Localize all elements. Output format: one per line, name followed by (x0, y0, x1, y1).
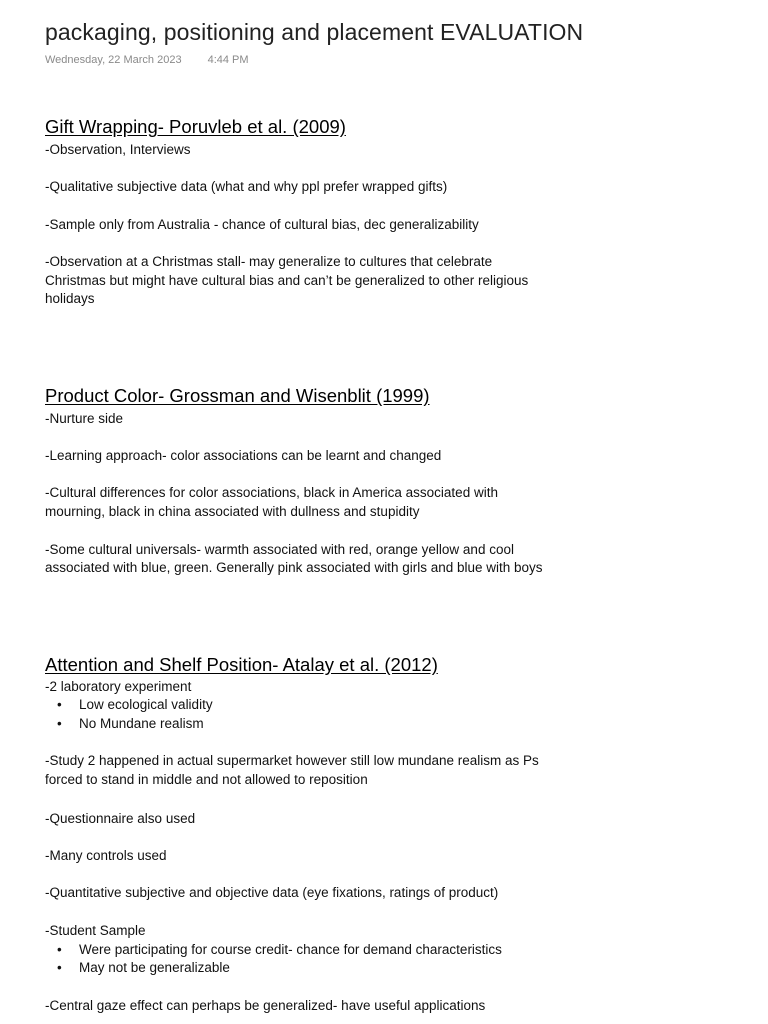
note-line: forced to stand in middle and not allowed to reposition (45, 772, 368, 787)
bullet-text: Low ecological validity (79, 697, 213, 712)
note-line: -Questionnaire also used (45, 811, 196, 826)
note-line: -Observation at a Christmas stall- may generalize to cultures that celebrate (45, 254, 493, 269)
note-line: holidays (45, 291, 95, 306)
note-line: -Learning approach- color associations can be learnt and changed (45, 448, 442, 463)
bullet-item (57, 959, 230, 978)
note-line: -Qualitative subjective data (what and why ppl prefer wrapped gifts) (45, 179, 448, 194)
note-line: associated with blue, green. Generally pink associated with girls and blue with boys (45, 560, 543, 575)
page-timestamp (45, 54, 249, 66)
bullet-dot-icon: • (57, 942, 62, 957)
bullet-text: May not be generalizable (79, 960, 230, 975)
section-heading-product-color: Product Color- Grossman and Wisenblit (1999) (45, 385, 430, 406)
section-heading-gift-wrapping: Gift Wrapping- Poruvleb et al. (2009) (45, 116, 346, 137)
bullet-text: Were participating for course credit- chance for demand characteristics (79, 942, 502, 957)
section-heading-attention-shelf: Attention and Shelf Position- Atalay et al. (2012) (45, 654, 438, 675)
bullet-text: No Mundane realism (79, 716, 204, 731)
bullet-item (57, 941, 502, 960)
note-line: -Student Sample (45, 923, 146, 938)
note-line: -Sample only from Australia - chance of cultural bias, dec generalizability (45, 217, 479, 232)
bullet-dot-icon: • (57, 960, 62, 975)
note-line: mourning, black in china associated with dullness and stupidity (45, 504, 420, 519)
note-line: -Nurture side (45, 411, 124, 426)
note-line: -Observation, Interviews (45, 142, 191, 157)
bullet-item (57, 715, 204, 734)
page-title: packaging, positioning and placement EVALUATION (45, 19, 584, 45)
note-line: -Some cultural universals- warmth associated with red, orange yellow and cool (45, 542, 514, 557)
page-date: Wednesday, 22 March 2023 (45, 54, 182, 66)
note-line: -Many controls used (45, 848, 167, 863)
note-line: -Cultural differences for color associations, black in America associated with (45, 485, 498, 500)
bullet-item (57, 696, 213, 715)
note-line: -Study 2 happened in actual supermarket however still low mundane realism as Ps (45, 753, 539, 768)
note-line: -Central gaze effect can perhaps be generalized- have useful applications (45, 998, 486, 1013)
bullet-dot-icon: • (57, 697, 62, 712)
note-line: -Quantitative subjective and objective data (eye fixations, ratings of product) (45, 885, 499, 900)
note-line: Christmas but might have cultural bias and can’t be generalized to other religious (45, 273, 529, 288)
bullet-dot-icon: • (57, 716, 62, 731)
note-line: -2 laboratory experiment (45, 679, 192, 694)
page-time: 4:44 PM (207, 54, 249, 66)
